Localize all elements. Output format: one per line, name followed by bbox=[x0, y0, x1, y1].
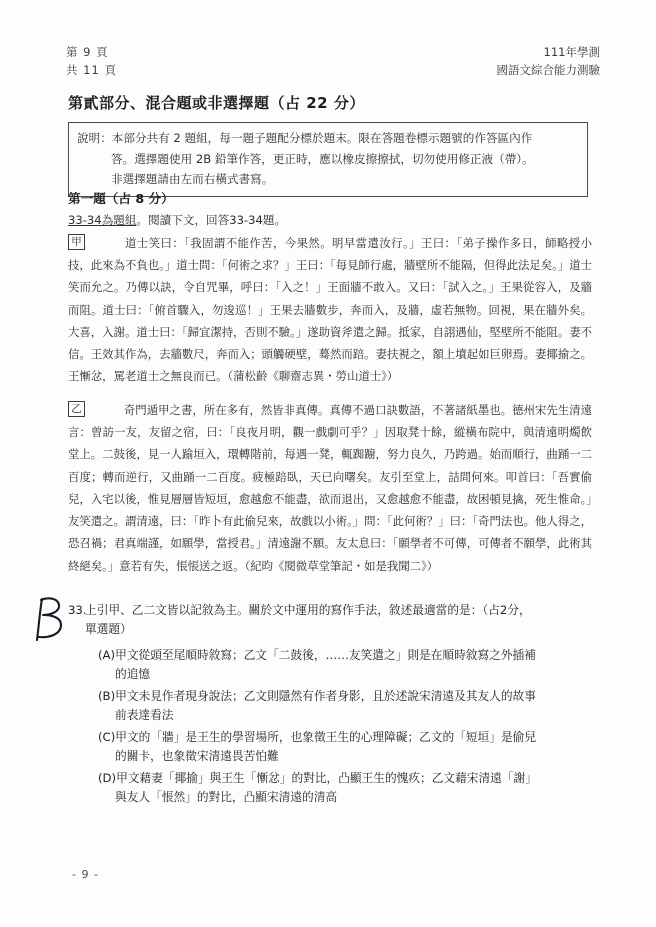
question-set-subtitle bbox=[68, 212, 286, 228]
header-right bbox=[497, 44, 601, 80]
part-title: 第貳部分、混合題或非選擇題（占 22 分） bbox=[68, 94, 365, 112]
option-a-line-1 bbox=[98, 646, 592, 665]
question-set-title: 第一題（占 8 分） bbox=[68, 191, 174, 206]
option-a-text-1: 甲文從頭至尾順時敘寫；乙文「二鼓後，……友笑遣之」則是在順時敘寫之外插補 bbox=[115, 647, 536, 662]
passage-tag-jia: 甲 bbox=[68, 234, 85, 250]
option-b-label: (B) bbox=[98, 688, 116, 703]
passage-jia bbox=[68, 232, 592, 388]
option-d[interactable] bbox=[98, 769, 592, 807]
question-33-number: 33. bbox=[68, 603, 87, 617]
question-33 bbox=[68, 601, 592, 810]
page-current-label: 第 9 頁 bbox=[66, 45, 109, 59]
option-c-text-1: 甲文的「牆」是王生的學習場所，也象徵王生的心理障礙；乙文的「短垣」是偷兒 bbox=[115, 729, 537, 744]
passage-text-yi: 奇門遁甲之書，所在多有，然皆非真傳。真傳不過口訣數語，不著諸紙墨也。德州宋先生清遠言：曾訪一友，友留之宿，曰：「良夜月明，觀一戲劇可乎？」因取凳十餘，縱橫布院中，與清遠明燭飲堂上。二鼓後，見一人踰垣入，環轉階前，每遇一凳，輒踟躕，努力良久，乃跨過。始而順行，曲踊一二百度；轉而逆行，又曲踊一二百度。疲極踣臥，天已向曙矣。友引至堂上，詰問何來。叩首曰：「吾實偷兒，入宅以後，惟見層層皆短垣，愈越愈不能盡，欲而退出，又愈越愈不能盡，故困頓見擒，死生惟命。」友笑遣之。謂清遠，曰：「昨卜有此偷兒來，故戲以小術。」問：「此何術？」曰：「奇門法也。他人得之，恐召禍；君真端謹，如願學，當授君。」清遠謝不願。友太息曰：「願學者不可傳，可傳者不願學，此術其終絕矣。」意若有失，悵悵送之返。（紀昀《閱微草堂筆記・如是我聞二》） bbox=[68, 403, 592, 573]
option-b-line-1 bbox=[98, 687, 592, 706]
page-total-label: 共 11 頁 bbox=[66, 62, 117, 77]
option-d-text-1: 甲文藉妻「揶揄」與王生「慚忿」的對比，凸顯王生的愧疚；乙文藉宋清遠「謝」 bbox=[116, 770, 537, 785]
question-33-stem-line-2: 單選題） bbox=[85, 621, 132, 636]
header-left bbox=[66, 44, 117, 80]
instruction-line-2: 答。選擇題使用 2B 鉛筆作答，更正時，應以橡皮擦擦拭，切勿使用修正液（帶）。 bbox=[111, 151, 534, 166]
instruction-line-3: 非選擇題請由左而右橫式書寫。 bbox=[111, 172, 274, 187]
passage-text-jia: 道士笑曰：「我固謂不能作苦，今果然。明早當遣汝行。」王曰：「弟子操作多日，師略授小技，此來為不負也。」道士問：「何術之求？」王曰：「每見師行處，牆壁所不能隔，但得此法足矣。」道士笑而允之。乃傳以訣，令自咒畢，呼曰：「入之！」王面牆不敢入。又曰：「試入之。」王果從容入，及牆而阻。道士曰：「俯首驟入，勿逡巡！」王果去牆數步，奔而入，及牆，虛若無物。回視，果在牆外矣。大喜，入謝。道士曰：「歸宜潔持，否則不驗。」遂助資斧遣之歸。抵家，自詡遇仙，堅壁所不能阻。妻不信。王效其作為，去牆數尺，奔而入；頭觸硬壁，蓦然而踣。妻扶視之，額上墳起如巨卵焉。妻揶揄之。王慚忿，罵老道士之無良而已。（蒲松齡《聊齋志異・勞山道士》） bbox=[68, 236, 592, 384]
passage-tag-yi: 乙 bbox=[68, 401, 85, 417]
question-33-stem bbox=[68, 601, 592, 620]
option-d-label: (D) bbox=[98, 770, 117, 785]
option-d-text-2: 與友人「悵然」的對比，凸顯宋清遠的清高 bbox=[115, 789, 338, 804]
question-33-stem-line-1: 上引甲、乙二文皆以記敘為主。關於文中運用的寫作手法，敘述最適當的是：（占2分， bbox=[85, 603, 531, 617]
passage-yi bbox=[68, 399, 592, 577]
option-a-label: (A) bbox=[98, 647, 116, 662]
option-c-line-1 bbox=[98, 728, 592, 747]
option-c-text-2: 的關卡，也象徵宋清遠畏苦怕難 bbox=[115, 748, 279, 763]
question-33-options bbox=[68, 646, 592, 807]
option-c[interactable] bbox=[98, 728, 592, 766]
option-c-label: (C) bbox=[98, 729, 116, 744]
option-a[interactable] bbox=[98, 646, 592, 684]
footer-page-number: - 9 - bbox=[72, 868, 99, 881]
page-header bbox=[66, 44, 600, 80]
option-b-text-2: 前表達看法 bbox=[115, 707, 174, 722]
option-b-text-1: 甲文未見作者現身說法；乙文則隱然有作者身影，且於述說宋清遠及其友人的故事 bbox=[115, 688, 536, 703]
instruction-line-1: 說明：本部分共有 2 題組，每一題子題配分標於題末。限在答題卷標示題號的作答區內作 bbox=[77, 131, 533, 145]
instruction-box bbox=[68, 122, 588, 197]
option-d-line-1 bbox=[98, 769, 592, 788]
option-b[interactable] bbox=[98, 687, 592, 725]
exam-year-label: 111年學測 bbox=[543, 45, 600, 59]
option-a-text-2: 的追憶 bbox=[115, 666, 151, 681]
question-sub-instruction: 。閱讀下文，回答33-34題。 bbox=[136, 213, 287, 227]
handwritten-answer-mark-icon bbox=[34, 594, 68, 646]
question-range-label: 33-34為題組 bbox=[68, 213, 137, 227]
exam-name-label: 國語文綜合能力測驗 bbox=[496, 62, 600, 77]
